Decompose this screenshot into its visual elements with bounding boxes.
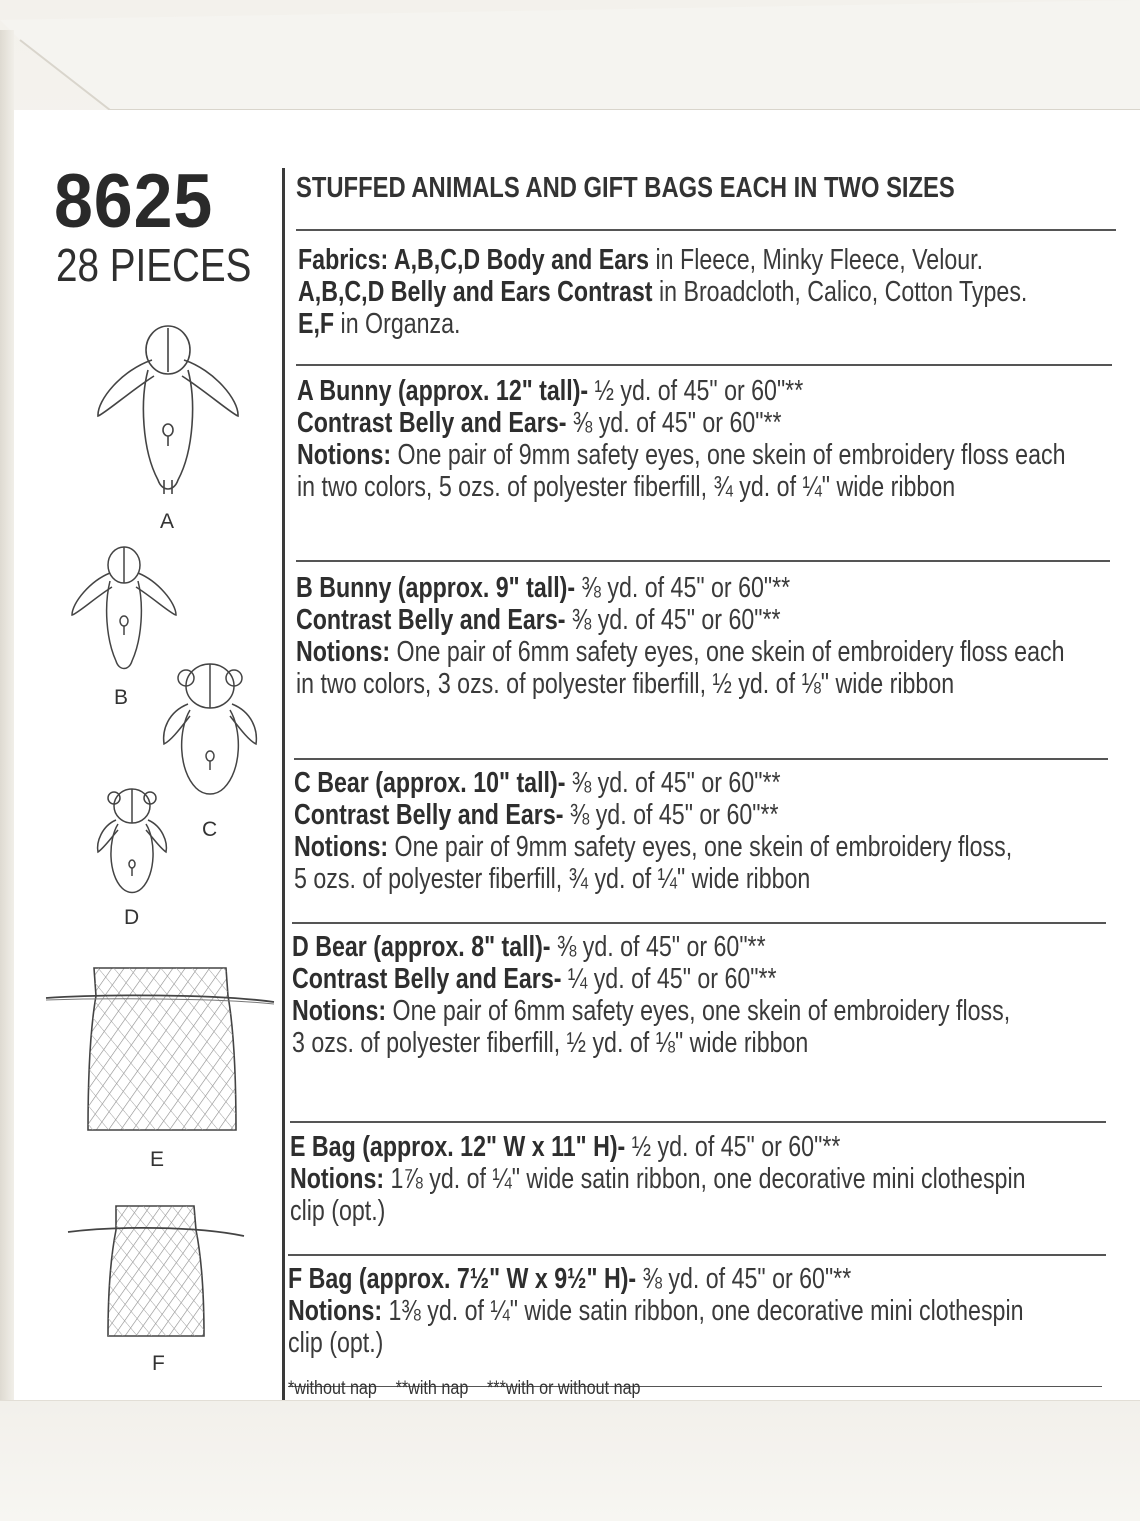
column-divider — [282, 168, 285, 1400]
contrast-label: Contrast Belly and Ears- — [297, 407, 567, 439]
divider-rule — [296, 229, 1116, 231]
fabrics-label: Fabrics: A,B,C,D Body and Ears — [298, 244, 650, 276]
divider-rule — [294, 758, 1108, 760]
view-yardage: ⅜ yd. of 45" or 60"** — [550, 931, 766, 963]
view-a-section — [297, 375, 1065, 503]
envelope-flap — [0, 0, 1140, 120]
notions-text: One pair of 6mm safety eyes, one skein of embroidery floss each — [390, 636, 1065, 668]
contrast-yardage: ⅜ yd. of 45" or 60"** — [563, 799, 779, 831]
contrast-label: Contrast Belly and Ears- — [296, 604, 566, 636]
contrast-fabrics-text: in Broadcloth, Calico, Cotton Types. — [652, 276, 1028, 308]
view-yardage: ⅜ yd. of 45" or 60"** — [636, 1263, 852, 1295]
divider-rule — [290, 1121, 1106, 1123]
pattern-heading: STUFFED ANIMALS AND GIFT BAGS EACH IN TWO SIZES — [296, 172, 955, 204]
view-yardage: ⅜ yd. of 45" or 60"** — [575, 572, 791, 604]
contrast-label: Contrast Belly and Ears- — [292, 963, 562, 995]
notions-text: 1⅞ yd. of ¼" wide satin ribbon, one decorative mini clothespin — [384, 1163, 1026, 1195]
view-title: A Bunny (approx. 12" tall)- — [297, 375, 589, 407]
contrast-yardage: ¼ yd. of 45" or 60"** — [561, 963, 777, 995]
divider-rule — [296, 364, 1112, 366]
notions-text: One pair of 9mm safety eyes, one skein of embroidery floss each — [391, 439, 1066, 471]
contrast-label: Contrast Belly and Ears- — [294, 799, 564, 831]
fabrics-text: in Fleece, Minky Fleece, Velour. — [649, 244, 984, 276]
bear-d-illustration — [94, 786, 170, 896]
contrast-yardage: ⅜ yd. of 45" or 60"** — [566, 407, 782, 439]
notions-label: Notions: — [290, 1163, 385, 1195]
bag-fabrics-text: in Organza. — [334, 308, 461, 340]
bag-fabrics-label: E,F — [298, 308, 335, 340]
view-label-f: F — [152, 1352, 165, 1375]
view-yardage: ½ yd. of 45" or 60"** — [588, 375, 804, 407]
notions-text: One pair of 6mm safety eyes, one skein of embroidery floss, — [386, 995, 1011, 1027]
view-c-section — [294, 767, 1012, 895]
view-label-e: E — [150, 1148, 165, 1171]
footnote-without-nap: *without nap — [288, 1378, 377, 1399]
divider-rule — [288, 1254, 1106, 1256]
view-b-section — [296, 572, 1064, 700]
pattern-number: 8625 — [54, 159, 214, 244]
notions-text: in two colors, 5 ozs. of polyester fiberfill, ¾ yd. of ¼" wide ribbon — [297, 471, 956, 503]
view-label-b: B — [114, 686, 129, 709]
contrast-yardage: ⅜ yd. of 45" or 60"** — [565, 604, 781, 636]
bag-f-illustration — [66, 1200, 246, 1340]
view-title: B Bunny (approx. 9" tall)- — [296, 572, 576, 604]
notions-text: clip (opt.) — [290, 1195, 386, 1227]
bunny-a-illustration — [92, 320, 244, 500]
view-f-section — [288, 1263, 1024, 1359]
notions-text: clip (opt.) — [288, 1327, 384, 1359]
notions-text: 1⅜ yd. of ¼" wide satin ribbon, one decorative mini clothespin — [382, 1295, 1024, 1327]
view-label-d: D — [124, 906, 140, 929]
view-d-section — [292, 931, 1010, 1059]
bag-e-illustration — [44, 960, 276, 1136]
envelope-bottom-flap — [0, 1400, 1140, 1521]
contrast-fabrics-label: A,B,C,D Belly and Ears Contrast — [298, 276, 653, 308]
notions-text: 5 ozs. of polyester fiberfill, ¾ yd. of ¼" wide ribbon — [294, 863, 811, 895]
notions-text: 3 ozs. of polyester fiberfill, ½ yd. of ⅛" wide ribbon — [292, 1027, 809, 1059]
view-title: F Bag (approx. 7½" W x 9½" H)- — [288, 1263, 637, 1295]
divider-rule — [292, 922, 1106, 924]
footnote-line — [288, 1378, 659, 1400]
notions-label: Notions: — [294, 831, 389, 863]
view-yardage: ⅜ yd. of 45" or 60"** — [565, 767, 781, 799]
fabrics-section — [298, 244, 1027, 340]
divider-rule — [296, 560, 1110, 562]
notions-text: in two colors, 3 ozs. of polyester fiberfill, ½ yd. of ⅛" wide ribbon — [296, 668, 955, 700]
piece-count: 28 PIECES — [56, 239, 252, 291]
view-title: D Bear (approx. 8" tall)- — [292, 931, 551, 963]
footnote-either: ***with or without nap — [487, 1378, 641, 1399]
view-label-a: A — [160, 510, 175, 533]
envelope-edge — [0, 30, 14, 1510]
notions-label: Notions: — [288, 1295, 383, 1327]
view-title: C Bear (approx. 10" tall)- — [294, 767, 566, 799]
view-title: E Bag (approx. 12" W x 11" H)- — [290, 1131, 626, 1163]
notions-label: Notions: — [296, 636, 391, 668]
bear-c-illustration — [160, 660, 260, 800]
view-label-c: C — [202, 818, 218, 841]
notions-label: Notions: — [297, 439, 392, 471]
notions-text: One pair of 9mm safety eyes, one skein of embroidery floss, — [388, 831, 1013, 863]
bunny-b-illustration — [68, 545, 180, 675]
view-e-section — [290, 1131, 1026, 1227]
footnote-with-nap: **with nap — [395, 1378, 469, 1399]
view-yardage: ½ yd. of 45" or 60"** — [625, 1131, 841, 1163]
notions-label: Notions: — [292, 995, 387, 1027]
